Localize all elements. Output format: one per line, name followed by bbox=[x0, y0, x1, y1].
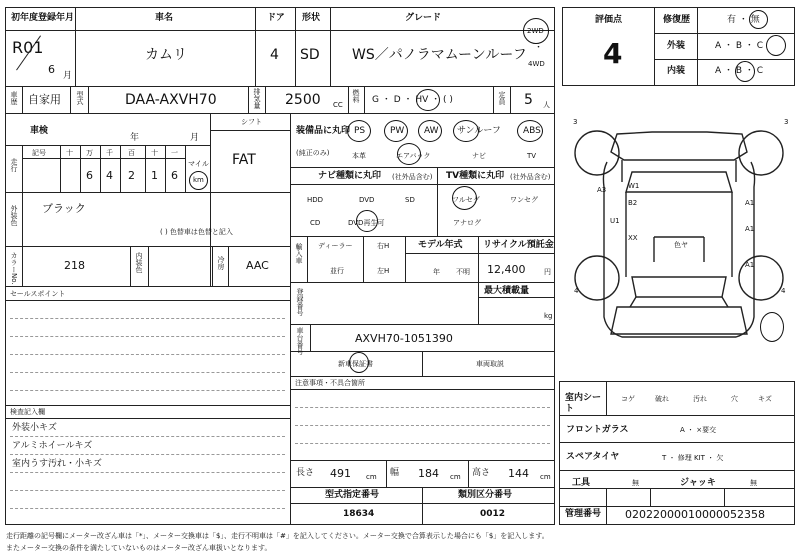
repair-none-circle bbox=[749, 10, 768, 29]
interior-color-label: 内装色 bbox=[135, 252, 143, 273]
color-value: ブラック bbox=[42, 202, 86, 215]
odometer-digit: 4 bbox=[106, 169, 113, 182]
first-reg-label: 初年度登録年月 bbox=[11, 13, 75, 23]
odometer-digit: 2 bbox=[128, 169, 135, 182]
fuel-options: G ・ D ・ HV ・ ( ) bbox=[372, 95, 453, 105]
jack-label: ジャッキ bbox=[680, 478, 716, 488]
equipment-aw: AW bbox=[424, 126, 439, 136]
repair-label: 修復歴 bbox=[663, 15, 691, 25]
inspector-label: 検査記入欄 bbox=[10, 408, 45, 416]
damage-mark: A1 bbox=[745, 261, 755, 269]
digit-label-3: 百 bbox=[128, 149, 135, 157]
capacity-unit: 人 bbox=[543, 101, 550, 109]
model-year-unknown: 不明 bbox=[456, 268, 470, 276]
fuel-label: 燃料 bbox=[352, 89, 360, 103]
digit-label-0: 十 bbox=[66, 149, 73, 157]
tools-label: 工具 bbox=[572, 478, 591, 488]
equipment-airbag: エアバック bbox=[396, 152, 431, 160]
category-code-label: 類別区分番号 bbox=[458, 490, 513, 500]
navi-dvd: DVD bbox=[359, 196, 375, 204]
fullseg-circle bbox=[452, 186, 477, 210]
km-label: km bbox=[193, 176, 204, 184]
odometer-label: 走行 bbox=[10, 158, 18, 172]
dvd-play-circle bbox=[356, 210, 378, 232]
equipment-sublabel: (純正のみ) bbox=[296, 149, 330, 157]
navi-sd: SD bbox=[405, 196, 415, 204]
inspection-year-unit: 年 bbox=[130, 133, 140, 143]
width-unit: cm bbox=[450, 473, 461, 481]
mile-label: マイル bbox=[188, 160, 209, 168]
digit-label-1: 万 bbox=[86, 149, 93, 157]
registration-label: 登録番号 bbox=[296, 288, 304, 316]
door-count: 4 bbox=[270, 47, 279, 63]
tools-value: 無 bbox=[632, 479, 639, 487]
inspection-label: 車検 bbox=[30, 126, 49, 136]
tv-analog: アナログ bbox=[453, 219, 481, 227]
navi-label: ナビ種類に丸印 bbox=[318, 171, 382, 181]
fuel-hv-circle bbox=[416, 89, 440, 111]
import-right-h: 右H bbox=[377, 242, 390, 250]
capacity-label: 定員 bbox=[498, 91, 506, 105]
drive-2wd: 2WD bbox=[527, 27, 544, 35]
shift-label: シフト bbox=[241, 118, 262, 126]
sales-point-label: セールスポイント bbox=[10, 290, 66, 298]
car-name: カムリ bbox=[145, 47, 187, 63]
shape-value: SD bbox=[300, 47, 320, 63]
digit-label-5: 一 bbox=[171, 149, 178, 157]
navi-sublabel: (社外品含む) bbox=[392, 173, 433, 181]
seat-item: コゲ bbox=[621, 395, 635, 403]
color-no-label: カラーNo. bbox=[10, 252, 18, 285]
seat-item: キズ bbox=[758, 395, 772, 403]
length-label: 長さ bbox=[296, 468, 315, 478]
equipment-ps: PS bbox=[354, 126, 366, 136]
max-load-label: 最大積載量 bbox=[484, 286, 530, 296]
first-reg-month-unit: 月 bbox=[63, 71, 73, 81]
digit-label-4: 十 bbox=[151, 149, 158, 157]
type-designation-label: 型式指定番号 bbox=[325, 490, 380, 500]
aircon-value: AAC bbox=[246, 259, 269, 272]
score-label: 評価点 bbox=[595, 15, 623, 25]
digit-label-2: 千 bbox=[106, 149, 113, 157]
odometer-digit: 1 bbox=[151, 169, 158, 182]
width-value: 184 bbox=[418, 467, 439, 480]
inspector-line-3: 室内うす汚れ・小キズ bbox=[12, 459, 102, 469]
exterior-label: 外装 bbox=[667, 41, 686, 51]
abs-circle bbox=[517, 120, 543, 142]
equipment-label: 装備品に丸印 bbox=[296, 126, 351, 136]
equipment-sunroof: サンルーフ bbox=[457, 126, 501, 136]
recycle-label: リサイクル預託金 bbox=[483, 240, 554, 250]
tv-sublabel: (社外品含む) bbox=[510, 173, 551, 181]
corner-tr: 3 bbox=[784, 118, 789, 126]
displacement-unit: CC bbox=[333, 101, 343, 109]
navi-dvd-play: DVD再生可 bbox=[348, 219, 385, 227]
max-load-unit: kg bbox=[544, 312, 553, 320]
equipment-abs: ABS bbox=[523, 126, 541, 136]
management-value: 02022000010000052358 bbox=[625, 508, 765, 521]
door-label: ドア bbox=[267, 13, 285, 23]
equipment-leather: 本革 bbox=[352, 152, 366, 160]
capacity-value: 5 bbox=[524, 92, 533, 108]
seat-item: 汚れ bbox=[693, 395, 707, 403]
height-value: 144 bbox=[508, 467, 529, 480]
damage-mark: A1 bbox=[745, 199, 755, 207]
notes-label: 注意事項・不具合箇所 bbox=[295, 379, 365, 387]
car-name-label: 車名 bbox=[155, 13, 174, 23]
damage-mark: U1 bbox=[610, 217, 620, 225]
model-label: 型式 bbox=[76, 91, 84, 105]
aw-circle bbox=[418, 120, 442, 142]
length-unit: cm bbox=[366, 473, 377, 481]
import-label: 輸入車 bbox=[295, 243, 303, 264]
odometer-digit: 6 bbox=[86, 169, 93, 182]
damage-mark: W1 bbox=[628, 182, 640, 190]
interior-label: 内装 bbox=[667, 66, 686, 76]
recycle-unit: 円 bbox=[544, 268, 551, 276]
windshield-label: フロントガラス bbox=[566, 425, 629, 435]
odometer-digit: 6 bbox=[171, 169, 178, 182]
jack-value: 無 bbox=[750, 479, 757, 487]
inspector-line-1: 外装小キズ bbox=[12, 423, 57, 433]
type-designation-value: 18634 bbox=[343, 509, 375, 519]
equipment-tv: TV bbox=[527, 152, 537, 160]
odometer-record-label: 記号 bbox=[32, 149, 46, 157]
equipment-pw: PW bbox=[390, 126, 405, 136]
tv-oneseg: ワンセグ bbox=[510, 196, 538, 204]
color-no-value: 218 bbox=[64, 259, 85, 272]
category-label: 車歴 bbox=[10, 91, 18, 105]
tv-label: TV種類に丸印 bbox=[446, 171, 505, 181]
seat-item: 破れ bbox=[655, 395, 669, 403]
shift-value: FAT bbox=[232, 152, 256, 168]
chassis-label: 車台番号 bbox=[296, 327, 304, 355]
import-parallel: 並行 bbox=[330, 267, 344, 275]
height-unit: cm bbox=[540, 473, 551, 481]
grade-value: WS／パノラマムーンルーフ bbox=[352, 47, 527, 63]
tire-circle bbox=[760, 312, 784, 342]
displacement-value: 2500 bbox=[285, 92, 321, 108]
equipment-navi: ナビ bbox=[472, 152, 486, 160]
corner-bl: 4 bbox=[574, 287, 579, 295]
drive-dot: ・ bbox=[534, 43, 544, 53]
exterior-c-circle bbox=[766, 35, 786, 56]
category-code-value: 0012 bbox=[480, 509, 506, 519]
drive-4wd: 4WD bbox=[528, 60, 545, 68]
damage-mark: A3 bbox=[597, 186, 607, 194]
first-reg-month: 6 bbox=[48, 63, 55, 76]
displacement-label: 排気量 bbox=[253, 88, 261, 109]
model-year-unit: 年 bbox=[433, 268, 440, 276]
footer-note-2: またメーター交換の条件を満たしていないものはメーター改ざん車扱いとなります。 bbox=[6, 544, 272, 552]
navi-cd: CD bbox=[310, 219, 321, 227]
recycle-value: 12,400 bbox=[487, 263, 526, 276]
spare-tire-label: スペアタイヤ bbox=[566, 452, 620, 462]
model-year-label: モデル年式 bbox=[418, 240, 463, 250]
score-value: 4 bbox=[603, 37, 623, 70]
color-change-note: ( ) 色替車は色替と記入 bbox=[160, 228, 233, 236]
chassis-value: AXVH70-1051390 bbox=[355, 332, 453, 345]
repair-options: 有 ・ 無 bbox=[727, 15, 760, 25]
interior-options: A ・ B ・ C bbox=[715, 66, 764, 76]
aircon-label: 冷房 bbox=[217, 256, 225, 270]
height-label: 高さ bbox=[472, 468, 491, 478]
inspector-line-2: アルミホイールキズ bbox=[12, 441, 93, 451]
ps-circle bbox=[347, 120, 371, 142]
new-car-warranty: 新車保証書 bbox=[338, 360, 373, 368]
damage-mark: B2 bbox=[628, 199, 638, 207]
length-value: 491 bbox=[330, 467, 351, 480]
damage-mark: 色ヤ bbox=[674, 241, 688, 249]
windshield-value: A ・ ×要交 bbox=[680, 426, 717, 434]
grade-label: グレード bbox=[405, 13, 442, 23]
width-label: 幅 bbox=[390, 468, 400, 478]
spare-tire-value: T ・ 修理 KIT ・ 欠 bbox=[662, 454, 724, 462]
import-left-h: 左H bbox=[377, 267, 390, 275]
damage-mark: XX bbox=[628, 234, 638, 242]
warranty-circle bbox=[349, 352, 369, 373]
model-value: DAA-AXVH70 bbox=[125, 92, 217, 108]
damage-mark: A1 bbox=[745, 225, 755, 233]
import-dealer: ディーラー bbox=[318, 242, 353, 250]
first-reg-era: R01 bbox=[12, 38, 44, 57]
vehicle-manual: 車両取説 bbox=[476, 360, 504, 368]
exterior-options: A ・ B ・ C bbox=[715, 41, 764, 51]
footer-note-1: 走行距離の記号欄にメーター改ざん車は「*」、メーター交換車は「$」、走行不明車は「#」を記入してください。メーター交換で合算表示した場合にも「$」を記入します。 bbox=[6, 532, 549, 540]
color-label: 外装色 bbox=[10, 205, 18, 226]
interior-b-circle bbox=[735, 61, 755, 82]
inspection-month-unit: 月 bbox=[190, 133, 200, 143]
corner-tl: 3 bbox=[573, 118, 578, 126]
sunroof-circle bbox=[453, 120, 479, 142]
seats-label: 室内シート bbox=[565, 393, 602, 414]
corner-br: 4 bbox=[781, 287, 786, 295]
seat-item: 穴 bbox=[731, 395, 738, 403]
tv-fullseg: フルセグ bbox=[452, 196, 480, 204]
airbag-circle bbox=[397, 143, 421, 165]
shape-label: 形状 bbox=[302, 13, 321, 23]
pw-circle bbox=[384, 120, 408, 142]
navi-hdd: HDD bbox=[307, 196, 324, 204]
category-value: 自家用 bbox=[28, 93, 61, 106]
management-label: 管理番号 bbox=[565, 509, 602, 519]
